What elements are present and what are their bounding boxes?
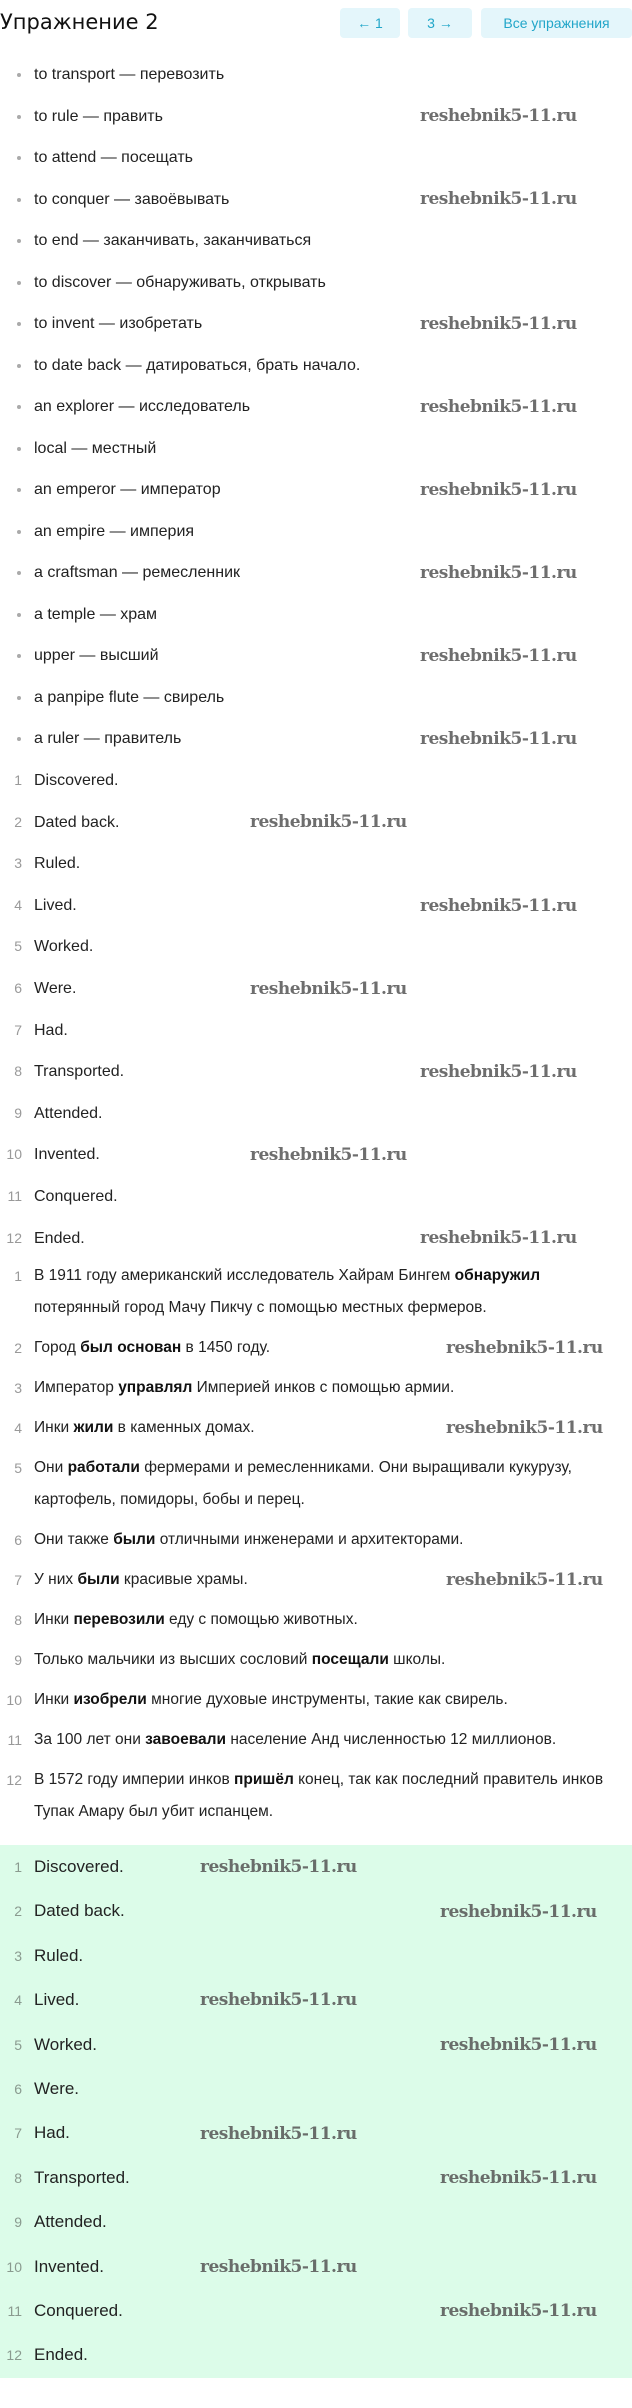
- vocab-item: [0, 220, 632, 262]
- item-number: 7: [14, 1572, 22, 1588]
- item-number: 1: [14, 1859, 22, 1875]
- vocab-text: to invent — изобретать: [34, 315, 203, 332]
- bullet-icon: [17, 571, 21, 575]
- item-number: 6: [14, 1532, 22, 1548]
- item-number: 4: [14, 1420, 22, 1436]
- final-answers-list: [0, 1845, 632, 2378]
- answer-text: Conquered.: [34, 2300, 123, 2320]
- item-number: 10: [6, 1146, 22, 1163]
- item-number: 2: [14, 1340, 22, 1356]
- prev-exercise-button[interactable]: ← 1: [340, 8, 400, 38]
- translation-item: [0, 1256, 632, 1328]
- all-exercises-button[interactable]: Все упражнения: [481, 8, 632, 38]
- watermark: reshebnik5-11.ru: [446, 1338, 603, 1358]
- sentence-text: в 1450 году.: [181, 1339, 271, 1356]
- highlighted-verb: завоевали: [145, 1731, 227, 1748]
- sentence-text: Город: [34, 1339, 81, 1356]
- vocab-item: [0, 262, 632, 304]
- bullet-icon: [17, 696, 21, 700]
- watermark: reshebnik5-11.ru: [250, 1145, 407, 1165]
- translation-item: [0, 1448, 632, 1520]
- vocab-item: [0, 594, 632, 636]
- vocab-text: an emperor — император: [34, 481, 221, 498]
- watermark: reshebnik5-11.ru: [420, 189, 577, 209]
- vocab-text: to conquer — завоёвывать: [34, 190, 230, 208]
- vocab-text: a ruler — правитель: [34, 730, 182, 747]
- translation-item: [0, 1368, 632, 1408]
- answer-text: Discovered.: [34, 1857, 124, 1876]
- item-number: 11: [7, 2302, 22, 2319]
- item-number: 8: [14, 2169, 22, 2186]
- answer-text: Transported.: [34, 2167, 130, 2187]
- answer-text: Dated back.: [34, 813, 120, 831]
- highlighted-verb: были: [113, 1531, 156, 1548]
- sentence-text: Только мальчики из высших сословий: [34, 1651, 312, 1668]
- item-number: 5: [14, 938, 22, 955]
- item-number: 3: [14, 855, 22, 872]
- vocab-text: to date back — датироваться, брать начало.: [34, 356, 361, 374]
- answer-text: Ruled.: [34, 855, 81, 873]
- item-number: 8: [14, 1063, 22, 1080]
- answer-item: [0, 926, 632, 968]
- bullet-icon: [17, 613, 21, 617]
- answer-text: Ended.: [34, 1229, 85, 1247]
- sentence-text: В 1572 году империи инков: [34, 1771, 235, 1788]
- sentence-text: Они: [34, 1459, 68, 1476]
- item-number: 2: [14, 813, 22, 830]
- item-number: 8: [14, 1612, 22, 1628]
- bullet-icon: [17, 447, 21, 451]
- answer-item: [0, 1010, 632, 1052]
- item-number: 12: [6, 1229, 22, 1246]
- bullet-icon: [17, 654, 21, 658]
- sentence-text: У них: [34, 1571, 78, 1588]
- vocab-text: an explorer — исследователь: [34, 398, 251, 415]
- item-number: 10: [6, 1692, 22, 1708]
- sentence-text: Империей инков с помощью армии.: [192, 1379, 455, 1396]
- vocab-text: a craftsman — ремесленник: [34, 564, 241, 581]
- highlighted-verb: был основан: [80, 1339, 182, 1356]
- answer-text: Conquered.: [34, 1187, 118, 1205]
- watermark: reshebnik5-11.ru: [420, 397, 577, 417]
- answer-item: [0, 2200, 632, 2244]
- bullet-icon: [17, 156, 21, 160]
- watermark: reshebnik5-11.ru: [446, 1418, 603, 1438]
- watermark: reshebnik5-11.ru: [420, 106, 577, 126]
- item-number: 4: [14, 896, 22, 913]
- answers-list: [0, 760, 632, 1259]
- bullet-icon: [17, 322, 21, 326]
- watermark: reshebnik5-11.ru: [420, 563, 577, 583]
- watermark: reshebnik5-11.ru: [420, 314, 577, 334]
- watermark: reshebnik5-11.ru: [440, 2301, 597, 2321]
- bullet-icon: [17, 73, 21, 77]
- item-number: 9: [14, 1652, 22, 1668]
- answer-item: [0, 843, 632, 885]
- item-number: 9: [14, 2214, 22, 2231]
- answer-text: Transported.: [34, 1063, 125, 1081]
- translation-item: [0, 1520, 632, 1560]
- bullet-icon: [17, 364, 21, 368]
- item-number: 5: [14, 1460, 22, 1476]
- highlighted-verb: изобрели: [73, 1691, 147, 1708]
- translation-item: [0, 1760, 632, 1832]
- vocab-item: [0, 54, 632, 96]
- item-number: 5: [14, 2036, 22, 2053]
- highlighted-verb: управлял: [118, 1379, 193, 1396]
- item-number: 6: [14, 979, 22, 996]
- sentence-text: многие духовые инструменты, такие как свирель.: [146, 1691, 508, 1708]
- vocab-text: to rule — править: [34, 107, 163, 125]
- sentence-text: Инки: [34, 1611, 74, 1628]
- vocab-text: local — местный: [34, 439, 157, 457]
- translation-item: [0, 1640, 632, 1680]
- watermark: reshebnik5-11.ru: [420, 480, 577, 500]
- final-answers-panel: [0, 1845, 632, 2378]
- highlighted-verb: жили: [73, 1419, 114, 1436]
- vocab-item: [0, 428, 632, 470]
- watermark: reshebnik5-11.ru: [200, 1857, 357, 1877]
- answer-text: Attended.: [34, 1104, 103, 1122]
- watermark: reshebnik5-11.ru: [440, 2035, 597, 2055]
- answer-text: Attended.: [34, 2212, 107, 2232]
- item-number: 3: [14, 1947, 22, 1964]
- sentence-text: Император: [34, 1379, 119, 1396]
- watermark: reshebnik5-11.ru: [420, 1228, 577, 1248]
- watermark: reshebnik5-11.ru: [200, 1990, 357, 2010]
- highlighted-verb: обнаружил: [454, 1267, 541, 1284]
- vocab-item: [0, 677, 632, 719]
- vocab-text: to discover — обнаруживать, открывать: [34, 273, 326, 291]
- answer-item: [0, 1093, 632, 1135]
- sentence-text: отличными инженерами и архитекторами.: [155, 1531, 464, 1548]
- watermark: reshebnik5-11.ru: [420, 1062, 577, 1082]
- answer-text: Discovered.: [34, 772, 119, 789]
- bullet-icon: [17, 281, 21, 285]
- answer-text: Were.: [34, 979, 77, 997]
- answer-text: Had.: [34, 2123, 70, 2143]
- watermark: reshebnik5-11.ru: [440, 1902, 597, 1922]
- bullet-icon: [17, 737, 21, 741]
- answer-text: Invented.: [34, 2256, 104, 2276]
- sentence-text: население Анд численностью 12 миллионов.: [226, 1731, 557, 1748]
- item-number: 1: [14, 772, 22, 788]
- vocab-text: to attend — посещать: [34, 149, 193, 166]
- answer-item: [0, 760, 632, 802]
- sentence-text: школы.: [388, 1651, 446, 1668]
- sentence-text: конец, так как последний правитель инков Тупак Амару был убит испанцем.: [34, 1771, 604, 1820]
- answer-text: Worked.: [34, 2034, 97, 2054]
- bullet-icon: [17, 198, 21, 202]
- vocab-text: a temple — храм: [34, 605, 158, 623]
- highlighted-verb: работали: [67, 1459, 140, 1476]
- bullet-icon: [17, 488, 21, 492]
- answer-text: Worked.: [34, 938, 94, 956]
- highlighted-verb: были: [77, 1571, 120, 1588]
- page-title: Упражнение 2: [0, 10, 159, 34]
- vocab-item: [0, 511, 632, 553]
- vocab-text: an empire — империя: [34, 522, 195, 540]
- answer-text: Were.: [34, 2078, 80, 2098]
- bullet-icon: [17, 530, 21, 534]
- answer-text: Had.: [34, 1021, 68, 1039]
- sentence-text: в каменных домах.: [113, 1419, 255, 1436]
- item-number: 2: [14, 1903, 22, 1920]
- item-number: 4: [14, 1992, 22, 2009]
- vocab-text: to end — заканчивать, заканчиваться: [34, 232, 312, 249]
- answer-item: [0, 2067, 632, 2111]
- translation-item: [0, 1600, 632, 1640]
- watermark: reshebnik5-11.ru: [446, 1570, 603, 1590]
- answer-text: Ended.: [34, 2345, 88, 2365]
- highlighted-verb: пришёл: [234, 1771, 294, 1788]
- item-number: 3: [14, 1380, 22, 1396]
- vocab-item: [0, 345, 632, 387]
- answer-item: [0, 2333, 632, 2377]
- sentence-text: фермерами и ремесленниками. Они выращивали кукурузу, картофель, помидоры, бобы и перец.: [34, 1459, 572, 1508]
- bullet-icon: [17, 405, 21, 409]
- watermark: reshebnik5-11.ru: [420, 646, 577, 666]
- watermark: reshebnik5-11.ru: [250, 812, 407, 832]
- sentence-text: Они также: [34, 1531, 114, 1548]
- sentence-text: Инки: [34, 1419, 74, 1436]
- item-number: 1: [14, 1268, 22, 1284]
- watermark: reshebnik5-11.ru: [200, 2124, 357, 2144]
- translation-item: [0, 1680, 632, 1720]
- watermark: reshebnik5-11.ru: [200, 2257, 357, 2277]
- answer-text: Lived.: [34, 896, 77, 914]
- translation-item: [0, 1720, 632, 1760]
- answer-item: [0, 1934, 632, 1978]
- bullet-icon: [17, 115, 21, 119]
- highlighted-verb: перевозили: [73, 1611, 165, 1628]
- next-exercise-button[interactable]: 3 →: [408, 8, 472, 38]
- bullet-icon: [17, 239, 21, 243]
- sentence-text: Инки: [34, 1691, 74, 1708]
- item-number: 11: [7, 1187, 22, 1204]
- answer-text: Ruled.: [34, 1945, 84, 1965]
- answer-text: Lived.: [34, 1990, 80, 2010]
- item-number: 7: [14, 2125, 22, 2142]
- sentence-text: красивые храмы.: [119, 1571, 248, 1588]
- item-number: 10: [6, 2258, 22, 2275]
- item-number: 12: [6, 1772, 22, 1788]
- header: [0, 0, 632, 52]
- answer-text: Dated back.: [34, 1901, 125, 1921]
- watermark: reshebnik5-11.ru: [250, 979, 407, 999]
- watermark: reshebnik5-11.ru: [440, 2168, 597, 2188]
- item-number: 7: [14, 1021, 22, 1038]
- sentence-text: еду с помощью животных.: [164, 1611, 358, 1628]
- item-number: 11: [7, 1732, 22, 1748]
- vocab-item: [0, 137, 632, 179]
- vocab-text: a panpipe flute — свирель: [34, 688, 225, 706]
- sentence-text: За 100 лет они: [34, 1731, 146, 1748]
- answer-text: Invented.: [34, 1146, 100, 1164]
- item-number: 9: [14, 1104, 22, 1121]
- sentence-text: В 1911 году американский исследователь Хайрам Бингем: [34, 1267, 455, 1284]
- vocab-text: upper — высший: [34, 647, 159, 664]
- answer-item: [0, 1176, 632, 1218]
- watermark: reshebnik5-11.ru: [420, 896, 577, 916]
- watermark: reshebnik5-11.ru: [420, 729, 577, 749]
- vocab-text: to transport — перевозить: [34, 66, 225, 83]
- item-number: 12: [6, 2347, 22, 2364]
- item-number: 6: [14, 2080, 22, 2097]
- sentence-text: потерянный город Мачу Пикчу с помощью местных фермеров.: [34, 1299, 487, 1316]
- highlighted-verb: посещали: [311, 1651, 389, 1668]
